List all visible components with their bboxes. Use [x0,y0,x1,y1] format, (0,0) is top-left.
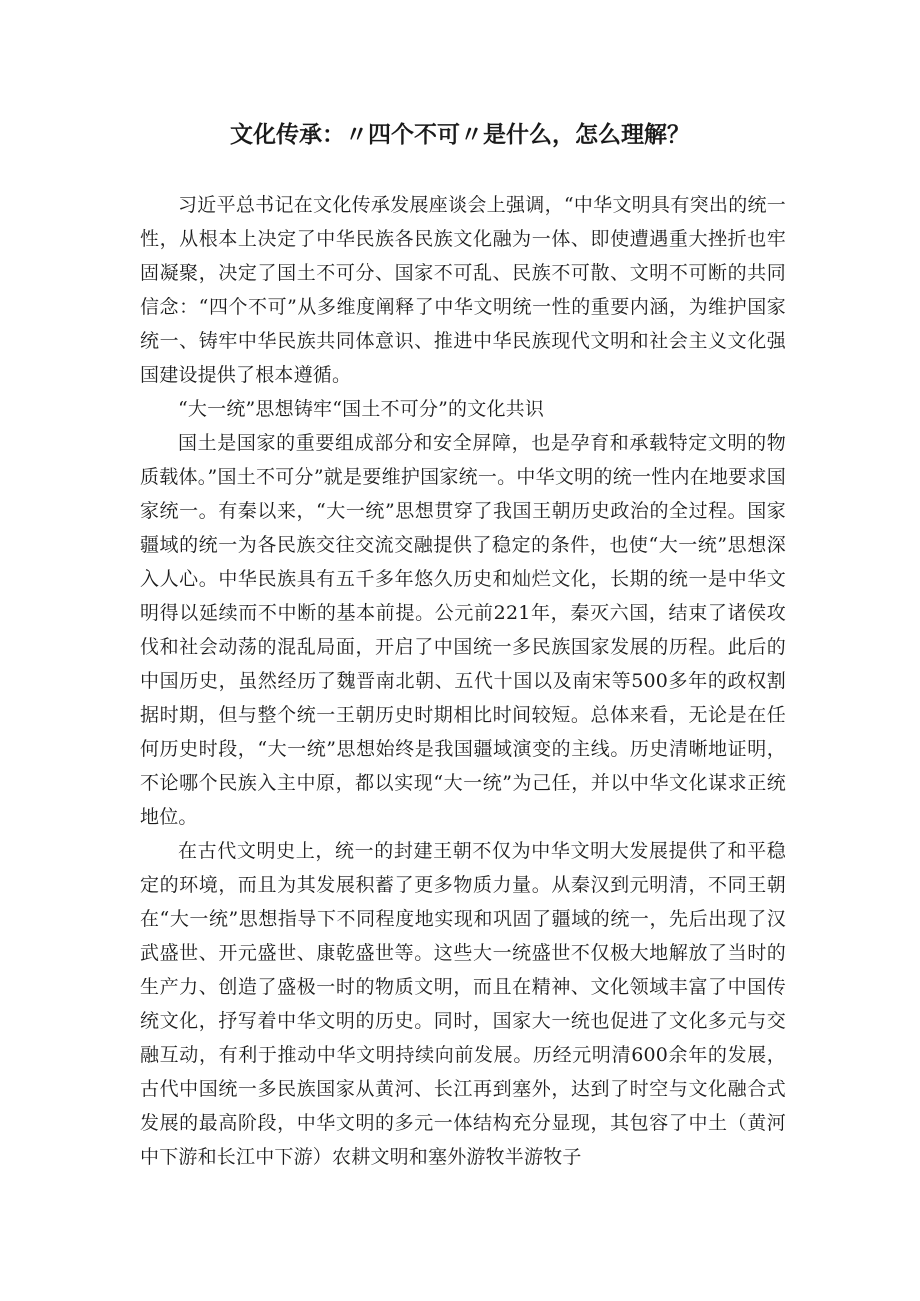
paragraph-intro: 习近平总书记在文化传承发展座谈会上强调，“中华文明具有突出的统一性，从根本上决定了中华民族各民族文化融为一体、即使遭遇重大挫折也牢固凝聚，决定了国土不可分、国家不可乱、民族不可散、文明不可断的共同信念：“四个不可”从多维度阐释了中华文明统一性的重要内涵，为维护国家统一、铸牢中华民族共同体意识、推进中华民族现代文明和社会主义文化强国建设提供了根本遵循。 [140,194,786,386]
document-title: 文化传承：〃四个不可〃是什么，怎么理解？ [230,122,690,148]
document-body [140,188,786,1174]
section-heading: “大一统”思想铸牢“国土不可分”的文化共识 [178,398,545,420]
paragraph-ancient-civilization: 在古代文明史上，统一的封建王朝不仅为中华文明大发展提供了和平稳定的环境，而且为其发展积蓄了更多物质力量。从秦汉到元明清，不同王朝在“大一统”思想指导下不同程度地实现和巩固了疆域的统一，先后出现了汉武盛世、开元盛世、康乾盛世等。这些大一统盛世不仅极大地解放了当时的生产力、创造了盛极一时的物质文明，而且在精神、文化领域丰富了中国传统文化，抒写着中华文明的历史。同时，国家大一统也促进了文化多元与交融互动，有利于推动中华文明持续向前发展。历经元明清600余年的发展，古代中国统一多民族国家从黄河、长江再到塞外，达到了时空与文化融合式发展的最高阶段，中华文明的多元一体结构充分显现，其包容了中土（黄河中下游和长江中下游）农耕文明和塞外游牧半游牧子 [140,840,786,1168]
paragraph-territory: 国土是国家的重要组成部分和安全屏障，也是孕育和承载特定文明的物质载体。”国土不可分”就是要维护国家统一。中华文明的统一性内在地要求国家统一。有秦以来，“大一统”思想贯穿了我国王朝历史政治的全过程。国家疆域的统一为各民族交往交流交融提供了稳定的条件，也使“大一统”思想深入人心。中华民族具有五千多年悠久历史和灿烂文化，长期的统一是中华文明得以延续而不中断的基本前提。公元前221年，秦灭六国，结束了诸侯攻伐和社会动荡的混乱局面，开启了中国统一多民族国家发展的历程。此后的中国历史，虽然经历了魏晋南北朝、五代十国以及南宋等500多年的政权割据时期，但与整个统一王朝历史时期相比时间较短。总体来看，无论是在任何历史时段，“大一统”思想始终是我国疆域演变的主线。历史清晰地证明，不论哪个民族入主中原，都以实现“大一统”为己任，并以中华文化谋求正统地位。 [140,432,786,828]
